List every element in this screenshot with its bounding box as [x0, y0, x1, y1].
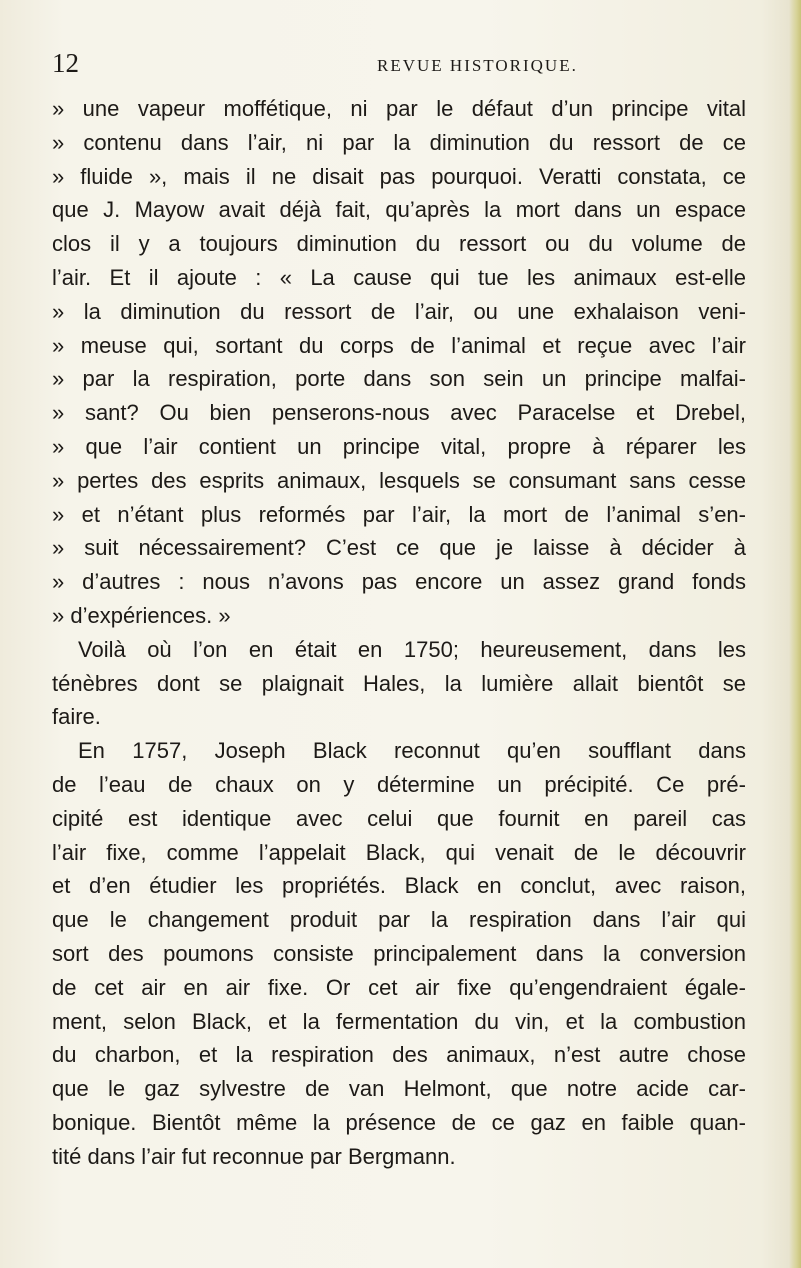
- text-line: » pertes des esprits animaux, lesquels se consumant sans cesse: [52, 467, 746, 493]
- running-title: REVUE HISTORIQUE.: [377, 56, 578, 75]
- text-line: tité dans l’air fut reconnue par Bergmann.: [52, 1143, 456, 1169]
- text-line: » meuse qui, sortant du corps de l’animal et reçue avec l’air: [52, 332, 746, 358]
- text-line: et d’en étudier les propriétés. Black en conclut, avec raison,: [52, 873, 746, 899]
- text-line: ténèbres dont se plaignait Hales, la lumière allait bientôt se: [52, 670, 746, 696]
- text-line: » et n’étant plus reformés par l’air, la mort de l’animal s’en-: [52, 501, 746, 527]
- text-line: » fluide », mais il ne disait pas pourquoi. Veratti constata, ce: [52, 163, 746, 189]
- text-line: » d’autres : nous n’avons pas encore un assez grand fonds: [52, 569, 746, 595]
- text-line: » contenu dans l’air, ni par la diminution du ressort de ce: [52, 129, 746, 155]
- paragraph-start: En 1757, Joseph Black reconnut qu’en soufflant dans: [78, 738, 746, 764]
- text-line: que le gaz sylvestre de van Helmont, que notre acide car-: [52, 1076, 746, 1102]
- text-line: bonique. Bientôt même la présence de ce gaz en faible quan-: [52, 1109, 746, 1135]
- body-text: [52, 92, 746, 1174]
- text-line: » la diminution du ressort de l’air, ou une exhalaison veni-: [52, 298, 746, 324]
- text-line: » par la respiration, porte dans son sein un principe malfai-: [52, 366, 746, 392]
- text-line: » sant? Ou bien penserons-nous avec Paracelse et Drebel,: [52, 400, 746, 426]
- text-line: » que l’air contient un principe vital, propre à réparer les: [52, 433, 746, 459]
- text-line: l’air fixe, comme l’appelait Black, qui venait de le découvrir: [52, 839, 746, 865]
- paragraph-start: Voilà où l’on en était en 1750; heureusement, dans les: [78, 636, 746, 662]
- page-number: 12: [52, 48, 79, 78]
- text-line: » une vapeur moffétique, ni par le défaut d’un principe vital: [52, 96, 746, 121]
- text-line: ment, selon Black, et la fermentation du vin, et la combustion: [52, 1008, 746, 1034]
- text-line: sort des poumons consiste principalement dans la conversion: [52, 940, 746, 966]
- page-edge-shadow: [789, 0, 801, 1268]
- text-line: de cet air en air fixe. Or cet air fixe qu’engendraient égale-: [52, 974, 746, 1000]
- text-line: » suit nécessairement? C’est ce que je laisse à décider à: [52, 535, 746, 561]
- text-line: l’air. Et il ajoute : « La cause qui tue les animaux est-elle: [52, 264, 746, 290]
- text-line: » d’expériences. »: [52, 602, 231, 628]
- text-line: clos il y a toujours diminution du ressort ou du volume de: [52, 231, 746, 257]
- text-line: que le changement produit par la respiration dans l’air qui: [52, 907, 746, 933]
- text-line: que J. Mayow avait déjà fait, qu’après la mort dans un espace: [52, 197, 746, 223]
- text-line: de l’eau de chaux on y détermine un précipité. Ce pré-: [52, 771, 746, 797]
- text-line: cipité est identique avec celui que fournit en pareil cas: [52, 805, 746, 831]
- running-head: [52, 48, 752, 82]
- text-line: du charbon, et la respiration des animaux, n’est autre chose: [52, 1042, 746, 1068]
- text-line: faire.: [52, 704, 101, 730]
